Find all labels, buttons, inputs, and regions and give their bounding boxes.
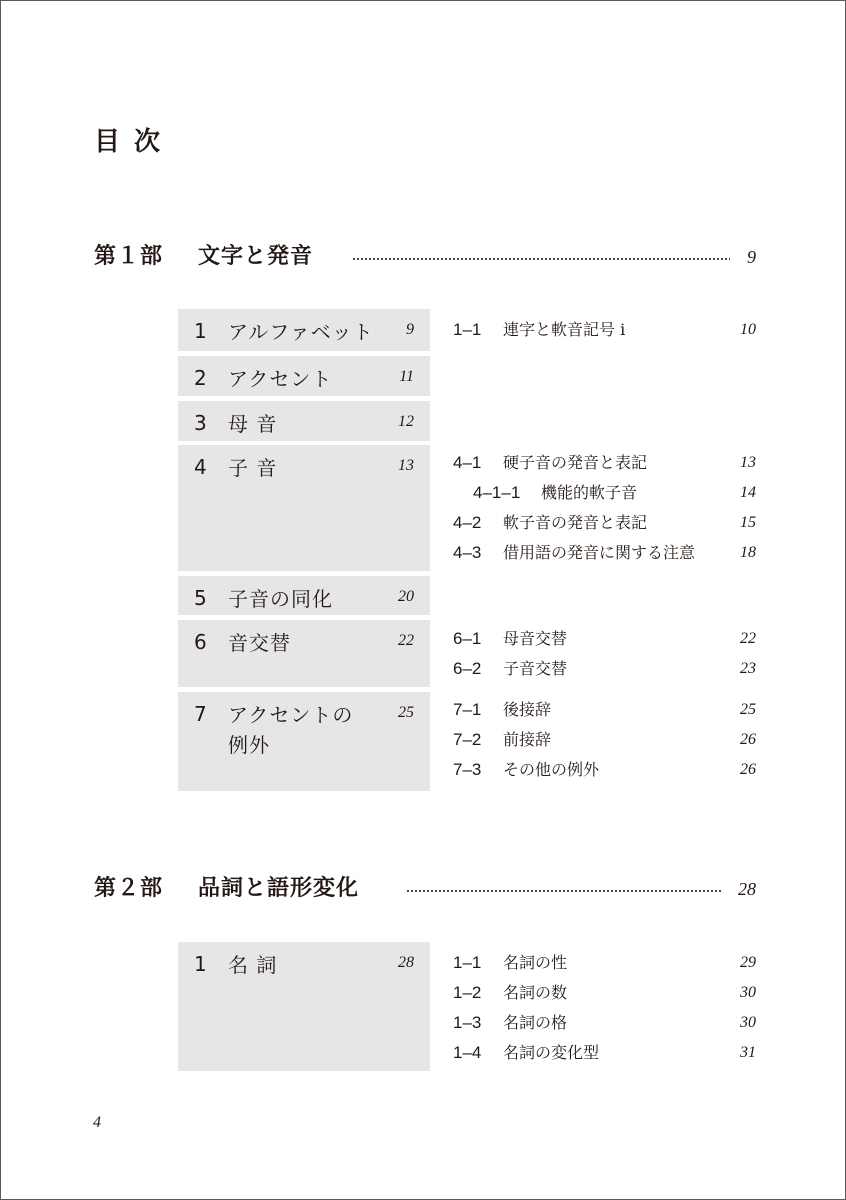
section-7-2[interactable]: [453, 725, 756, 755]
part-1-heading[interactable]: [94, 241, 756, 273]
chapter-number: 4: [194, 455, 207, 479]
section-title: 前接辞: [503, 730, 552, 749]
chapter-number: 7: [194, 702, 207, 726]
chapter-2[interactable]: [178, 356, 430, 396]
page-number-folio: 4: [93, 1114, 101, 1131]
chapter-6[interactable]: [178, 620, 430, 687]
chapter-page-number: 11: [399, 368, 414, 385]
section-page-number: 25: [740, 701, 756, 718]
section-number: 1–1: [453, 320, 482, 339]
section-number: 7–3: [453, 760, 482, 779]
section-title: 軟子音の発音と表記: [503, 513, 648, 532]
chapter-5[interactable]: [178, 576, 430, 615]
section-title: 硬子音の発音と表記: [503, 453, 648, 472]
section-title: 名詞の格: [503, 1013, 568, 1032]
section-number: 4–2: [453, 513, 482, 532]
chapter-page-number: 20: [398, 588, 414, 605]
section-title: 名詞の数: [503, 983, 568, 1002]
section-4-2[interactable]: [453, 508, 756, 538]
part-label: 第１部: [94, 244, 164, 269]
section-title: 母音交替: [503, 629, 568, 648]
section-title: その他の例外: [503, 760, 600, 779]
section-1-2-noun-number[interactable]: [453, 978, 756, 1008]
chapter-number: 1: [194, 319, 207, 343]
section-title: 後接辞: [503, 700, 552, 719]
chapter-title: アクセント: [228, 367, 333, 391]
section-title: 借用語の発音に関する注意: [503, 543, 696, 562]
dot-leader: [406, 890, 722, 892]
section-6-2[interactable]: [453, 654, 756, 684]
chapter-title: 母 音: [228, 412, 278, 436]
chapter-page-number: 9: [406, 321, 414, 338]
section-title: 名詞の性: [503, 953, 568, 972]
section-title: 連字と軟音記号 i: [503, 320, 626, 339]
section-page-number: 14: [740, 484, 756, 501]
part-page-number: 28: [738, 879, 756, 899]
section-number: 1–2: [453, 983, 482, 1002]
section-page-number: 26: [740, 731, 756, 748]
chapter-page-number: 28: [398, 954, 414, 971]
chapter-number: 2: [194, 366, 207, 390]
section-title: 名詞の変化型: [503, 1043, 600, 1062]
chapter-number: 3: [194, 411, 207, 435]
section-page-number: 29: [740, 954, 756, 971]
section-number: 4–1–1: [473, 483, 521, 502]
section-page-number: 26: [740, 761, 756, 778]
section-4-3[interactable]: [453, 538, 756, 568]
chapter-1[interactable]: [178, 309, 430, 351]
chapter-title: 子 音: [228, 456, 278, 480]
chapter-page-number: 25: [398, 704, 414, 721]
section-page-number: 23: [740, 660, 756, 677]
section-page-number: 31: [740, 1044, 756, 1061]
section-1-3-noun-case[interactable]: [453, 1008, 756, 1038]
section-number: 6–2: [453, 659, 482, 678]
part-title: 品詞と語形変化: [198, 876, 360, 901]
part-page-number: 9: [747, 247, 756, 267]
section-page-number: 13: [740, 454, 756, 471]
section-6-1[interactable]: [453, 624, 756, 654]
chapter-4[interactable]: [178, 445, 430, 571]
section-number: 4–3: [453, 543, 482, 562]
section-page-number: 10: [740, 321, 756, 338]
part-2-heading[interactable]: [94, 873, 756, 905]
chapter-number: 6: [194, 630, 207, 654]
chapter-number: 5: [194, 586, 207, 610]
section-page-number: 15: [740, 514, 756, 531]
chapter-7[interactable]: [178, 692, 430, 791]
section-number: 1–1: [453, 953, 482, 972]
chapter-page-number: 22: [398, 632, 414, 649]
section-number: 1–3: [453, 1013, 482, 1032]
section-page-number: 22: [740, 630, 756, 647]
chapter-page-number: 12: [398, 413, 414, 430]
section-number: 7–1: [453, 700, 482, 719]
part-label: 第２部: [94, 876, 164, 901]
section-1-1[interactable]: [453, 315, 756, 345]
section-1-4-noun-declension[interactable]: [453, 1038, 756, 1068]
section-page-number: 18: [740, 544, 756, 561]
section-title: 子音交替: [503, 659, 568, 678]
chapter-title: アルファベット: [228, 320, 374, 344]
part-title: 文字と発音: [198, 244, 314, 269]
chapter-title: 名 詞: [228, 953, 278, 977]
section-number: 1–4: [453, 1043, 482, 1062]
section-title: 機能的軟子音: [541, 483, 638, 502]
section-4-1-1[interactable]: [453, 478, 756, 508]
chapter-page-number: 13: [398, 457, 414, 474]
page-title: 目次: [94, 127, 175, 157]
section-7-1[interactable]: [453, 695, 756, 725]
section-4-1[interactable]: [453, 448, 756, 478]
chapter-number: 1: [194, 952, 207, 976]
section-1-1-noun-gender[interactable]: [453, 948, 756, 978]
section-number: 6–1: [453, 629, 482, 648]
dot-leader: [352, 258, 730, 260]
chapter-title: アクセントの例外: [228, 703, 354, 757]
section-number: 4–1: [453, 453, 482, 472]
section-page-number: 30: [740, 984, 756, 1001]
chapter-3[interactable]: [178, 401, 430, 441]
chapter-1-nouns[interactable]: [178, 942, 430, 1071]
chapter-title: 子音の同化: [228, 587, 333, 611]
section-page-number: 30: [740, 1014, 756, 1031]
section-number: 7–2: [453, 730, 482, 749]
section-7-3[interactable]: [453, 755, 756, 785]
chapter-title: 音交替: [228, 631, 291, 655]
